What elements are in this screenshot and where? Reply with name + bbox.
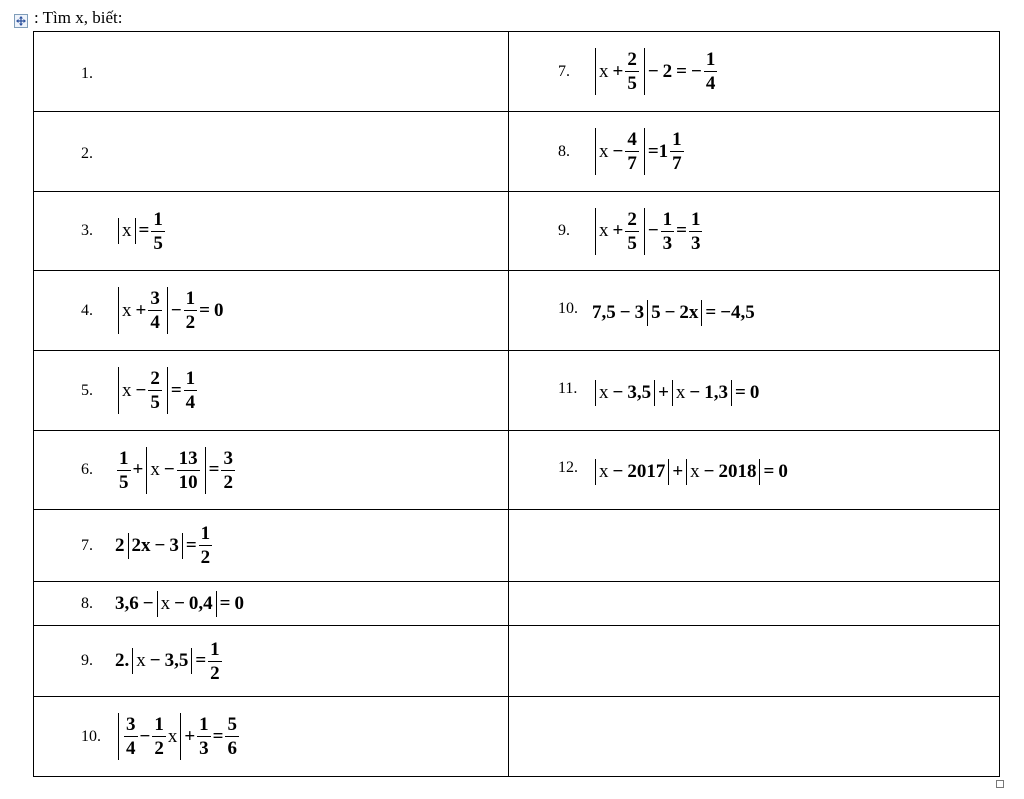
item-number: 1. [81, 64, 93, 82]
equation: 2. x − 3,5 = $\frac{1}{2}$ [115, 638, 220, 684]
equation: x − $\frac{2}{5}$ = $\frac{1}{4}$ [115, 367, 199, 414]
absolute-value: x − 3,5 [595, 380, 655, 406]
table-cell [509, 112, 1000, 192]
item-number: 8. [81, 594, 93, 612]
table-cell [34, 351, 509, 431]
absolute-value: x − $\frac{4}{7}$ [595, 128, 645, 175]
table-cell [34, 697, 509, 777]
table-cell [509, 32, 1000, 112]
table-cell [34, 431, 509, 510]
item-number: 5. [81, 381, 93, 399]
absolute-value: x − 2017 [595, 459, 669, 485]
absolute-value: x [118, 218, 136, 244]
item-number: 7. [81, 536, 93, 554]
absolute-value: x − $\frac{2}{5}$ [118, 367, 168, 414]
equation: x + $\frac{2}{5}$ − 2 = − $\frac{1}{4}$ [592, 48, 719, 95]
item-number: 7. [558, 62, 570, 80]
table-move-icon[interactable] [14, 14, 28, 28]
equation: 3,6 − x − 0,4 = 0 [115, 591, 244, 617]
absolute-value: $\frac{3}{4}$ − $\frac{1}{2}$ x [118, 713, 181, 760]
table-cell [509, 431, 1000, 510]
equation: x − $\frac{4}{7}$ = 1 $\frac{1}{7}$ [592, 128, 686, 175]
item-number: 10. [558, 299, 578, 317]
equation: $\frac{3}{4}$ − $\frac{1}{2}$ x + $\frac{1}{3}$ = $\frac{5}{6}$ [115, 713, 241, 760]
exercise-table [33, 31, 1000, 777]
absolute-value: x + $\frac{2}{5}$ [595, 48, 645, 95]
table-cell [509, 192, 1000, 271]
table-resize-icon[interactable] [996, 780, 1004, 788]
item-number: 10. [81, 727, 101, 745]
absolute-value: x + $\frac{2}{5}$ [595, 208, 645, 255]
item-number: 9. [81, 652, 93, 669]
item-number: 2. [81, 144, 93, 162]
absolute-value: x − $\frac{13}{10}$ [146, 447, 205, 494]
absolute-value: x + $\frac{3}{4}$ [118, 287, 168, 334]
table-cell [34, 32, 509, 112]
exercise-heading: : Tìm x, biết: [34, 8, 123, 27]
equation: 2 2x − 3 = $\frac{1}{2}$ [115, 523, 211, 568]
item-number: 9. [558, 222, 570, 239]
table-cell [34, 510, 509, 582]
table-cell [34, 112, 509, 192]
item-number: 3. [81, 222, 93, 239]
table-cell [509, 626, 1000, 697]
absolute-value: 2x − 3 [128, 533, 183, 559]
absolute-value: x − 3,5 [132, 648, 192, 674]
absolute-value: x − 2018 [686, 459, 760, 485]
absolute-value: 5 − 2x [647, 300, 702, 326]
table-cell [509, 697, 1000, 777]
equation: x − 3,5 + x − 1,3 = 0 [592, 380, 759, 406]
equation: x − 2017 + x − 2018 = 0 [592, 459, 788, 485]
table-cell [34, 192, 509, 271]
table-cell [34, 271, 509, 351]
equation: 7,5 − 3 5 − 2x = −4,5 [592, 300, 755, 326]
equation: x + $\frac{2}{5}$ − $\frac{1}{3}$ = $\frac{1}{3}$ [592, 208, 704, 255]
item-number: 12. [558, 459, 578, 476]
table-cell [509, 271, 1000, 351]
absolute-value: x − 1,3 [672, 380, 732, 406]
equation: $\frac{1}{5}$ + x − $\frac{13}{10}$ = $\frac{3}{2}$ [119, 447, 233, 493]
item-number: 8. [558, 142, 570, 160]
table-cell [34, 582, 509, 626]
absolute-value: x − 0,4 [157, 591, 217, 617]
table-cell [509, 510, 1000, 582]
item-number: 11. [558, 379, 578, 397]
item-number: 4. [81, 301, 93, 319]
item-number: 6. [81, 461, 93, 478]
table-cell [34, 626, 509, 697]
equation: x = $\frac{1}{5}$ [115, 210, 167, 253]
table-cell [509, 582, 1000, 626]
table-cell [509, 351, 1000, 431]
equation: x + $\frac{3}{4}$ − $\frac{1}{2}$ = 0 [115, 287, 223, 334]
